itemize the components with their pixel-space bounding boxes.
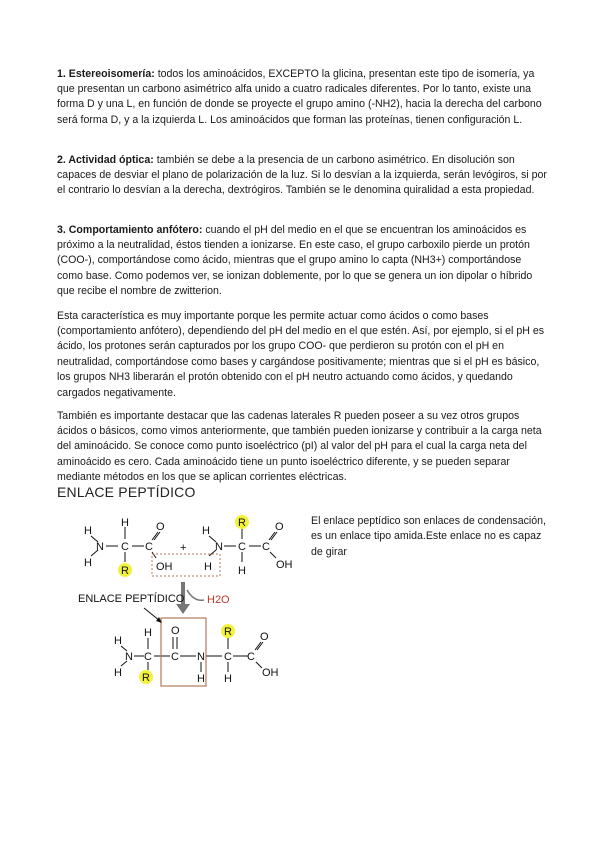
atom-n: N <box>125 651 133 663</box>
atom-o: O <box>171 625 180 637</box>
section-title: ENLACE PEPTÍDICO <box>57 484 196 500</box>
atom-n: N <box>215 541 223 553</box>
peptide-bond-description: El enlace peptídico son enlaces de condensación, es un enlace tipo amida.Este enlace no es capaz de girar <box>311 515 546 558</box>
paragraph-text: también se debe a la presencia de un carbono asimétrico. En disolución son capaces de desviar el plano de polarización de la luz. Si lo desvían a la izquierda, serán levógiros, si por el contrario lo desvían a la derecha, dextrógiros. También se le denomina quiralidad a esta propiedad. <box>57 153 547 197</box>
atom-c: C <box>247 651 255 663</box>
atom-h: H <box>224 673 232 685</box>
paragraph-amphoteric-importance <box>57 309 547 401</box>
peptide-bond-diagram <box>70 510 300 690</box>
paragraph-stereoisomerism <box>57 67 547 129</box>
paragraph-amphoteric <box>57 223 547 300</box>
atom-c: C <box>144 651 152 663</box>
paragraph-text: También es importante destacar que las cadenas laterales R pueden poseer a su vez otros grupos ácidos o básicos, como vimos anteriormente, que también pueden ionizarse y contribuir a la carga neta del aminoácido. Se conoce como punto isoeléctrico (pI) al valor del pH para el cual la carga neta del aminoácido es cero. Cada aminoácido tiene un punto isoeléctrico diferente, y se pueden separar mediante métodos en los que se aplican corrientes eléctricas. <box>57 409 542 484</box>
water-label: H2O <box>207 594 230 606</box>
atom-n: N <box>96 541 104 553</box>
term-heading: 3. Comportamiento anfótero: <box>57 223 203 236</box>
atom-o: O <box>260 631 269 643</box>
atom-o: O <box>275 521 284 533</box>
atom-h: H <box>84 557 92 569</box>
atom-r: R <box>142 672 150 684</box>
atom-h: H <box>197 673 205 685</box>
atom-c: C <box>145 541 153 553</box>
atom-h: H <box>114 667 122 679</box>
atom-oh: OH <box>262 667 279 679</box>
atom-h: H <box>121 517 129 529</box>
atom-h: H <box>114 635 122 647</box>
water-arrow <box>187 590 204 600</box>
atom-c: C <box>121 541 129 553</box>
atom-oh: OH <box>276 559 293 571</box>
atom-c: C <box>224 651 232 663</box>
plus-sign: + <box>180 542 187 554</box>
paragraph-optical-activity <box>57 153 547 199</box>
term-heading: 1. Estereoisomería: <box>57 67 155 80</box>
atom-c: C <box>262 541 270 553</box>
paragraph-isoelectric-point <box>57 409 547 486</box>
atom-h: H <box>238 565 246 577</box>
atom-o: O <box>156 521 165 533</box>
paragraph-text: todos los aminoácidos, EXCEPTO la glicina, presentan este tipo de isomería, ya que presentan un carbono asimétrico alfa unido a cuatro radicales diferentes. Por lo tanto, existe una forma D y una L, en función de donde se proyecte el grupo amino (-NH2), hacia la derecha del carbono será forma D, y a la izquierda L. Los aminoácidos que forman las proteínas, tienen configuración L. <box>57 67 542 126</box>
atom-h: H <box>84 525 92 537</box>
atom-c: C <box>171 651 179 663</box>
atom-h: H <box>144 627 152 639</box>
atom-r: R <box>224 626 232 638</box>
reaction-arrow <box>176 604 190 614</box>
atom-r: R <box>121 565 129 577</box>
paragraph-text: cuando el pH del medio en el que se encuentran los aminoácidos es próximo a la neutralidad, éstos tienden a ionizarse. En este caso, el grupo carboxilo pierde un protón (COO-), comportándose como ácido, mientras que el grupo amino lo capta (NH3+) comportándose como base. Como podemos ver, se ionizan doblemente, por lo que se genera un ion dipolar o híbrido que recibe el nombre de zwitterion. <box>57 223 533 298</box>
atom-h: H <box>202 525 210 537</box>
paragraph-text: Esta característica es muy importante porque les permite actuar como ácidos o como bases (comportamiento anfótero), dependiendo del pH del medio en el que estén. Así, por ejemplo, si el pH es ácido, los protones serán capturados por los grupo COO- que perdieron su protón con el pH en neutralidad, comportándose como bases y cargándose positivamente; mientras que si el pH es básico, los grupos NH3 liberarán el protón obtenido con el pH neutro actuando como ácidos, y quedando cargados negativamente. <box>57 309 545 399</box>
atom-r: R <box>238 517 246 529</box>
atom-c: C <box>238 541 246 553</box>
term-heading: 2. Actividad óptica: <box>57 153 154 166</box>
atom-h: H <box>204 561 212 573</box>
peptide-bond-label: ENLACE PEPTÍDICO <box>78 593 185 605</box>
atom-oh: OH <box>156 561 173 573</box>
atom-n: N <box>197 651 205 663</box>
